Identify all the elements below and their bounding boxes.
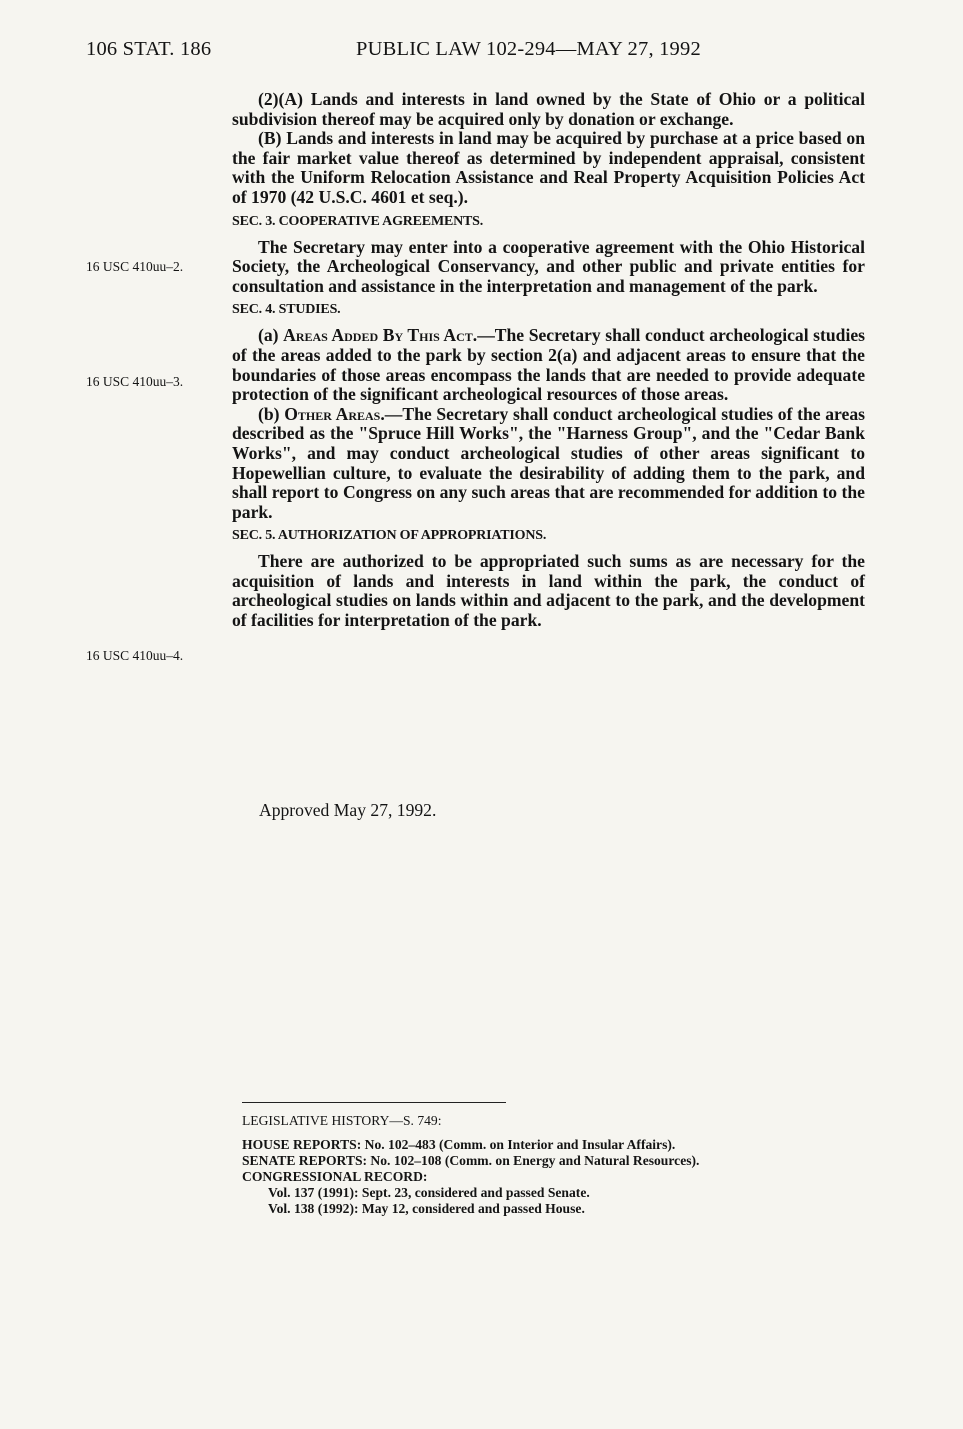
sec4a-caption: Areas Added By This Act. bbox=[283, 325, 478, 346]
footnote-divider bbox=[242, 1102, 506, 1103]
congressional-record: CONGRESSIONAL RECORD: bbox=[242, 1169, 428, 1184]
law-title: PUBLIC LAW 102-294—MAY 27, 1992 bbox=[356, 38, 701, 60]
sec4a-text bbox=[232, 326, 865, 404]
sec5-heading: SEC. 5. AUTHORIZATION OF APPROPRIATIONS. bbox=[232, 528, 547, 544]
sec5-text: There are authorized to be appropriated such sums as are necessary for the acquisition of lands and interests in land within the park, the conduct of archeological studies on lands within and adjacent to the park, and the development of facilities for interpretation of the park. bbox=[232, 551, 865, 631]
sec4b-caption: Other Areas. bbox=[284, 403, 385, 424]
sec3-text: The Secretary may enter into a cooperative agreement with the Ohio Historical Society, the Archeological Conservancy, and other public and private entities for consultation and assistance in the interpretation and management of the park. bbox=[232, 236, 865, 296]
house-reports: HOUSE REPORTS: No. 102–483 (Comm. on Interior and Insular Affairs). bbox=[242, 1137, 676, 1152]
record-vol-137: Vol. 137 (1991): Sept. 23, considered and passed Senate. bbox=[268, 1185, 590, 1200]
sec4b-text bbox=[232, 405, 865, 523]
paragraph-2a: (2)(A) Lands and interests in land owned by the State of Ohio or a political subdivision thereof may be acquired only by donation or exchange. bbox=[232, 89, 865, 129]
margin-note-sec5: 16 USC 410uu–4. bbox=[86, 648, 184, 663]
sec4a-body: —The Secretary shall conduct archeological studies of the areas added to the park by section 2(a) and adjacent areas to ensure that the boundaries of those areas encompass the lands that are needed to provide adequate protection of the significant archeological resources of those areas. bbox=[232, 325, 865, 405]
statute-body bbox=[232, 90, 865, 631]
margin-note-sec3: 16 USC 410uu–2. bbox=[86, 259, 184, 274]
sec4a-label: (a) bbox=[258, 325, 284, 346]
paragraph-2b: (B) Lands and interests in land may be acquired by purchase at a price based on the fair market value thereof as determined by independent appraisal, consistent with the Uniform Relocation Assistance and Real Property Acquisition Policies Act of 1970 (42 U.S.C. 4601 et seq.). bbox=[232, 128, 865, 207]
margin-note-sec4: 16 USC 410uu–3. bbox=[86, 374, 184, 389]
approval-date: Approved May 27, 1992. bbox=[259, 800, 437, 820]
sec4b-body: —The Secretary shall conduct archeological studies of the areas described as the "Spruce Hill Works", the "Harness Group", and the "Cedar Bank Works", and may conduct archeological studies of other areas significant to Hopewellian culture, to evaluate the desirability of adding them to the park, and shall report to Congress on any such areas that are recommended for addition to the park. bbox=[232, 403, 865, 522]
sec3-heading: SEC. 3. COOPERATIVE AGREEMENTS. bbox=[232, 213, 484, 229]
legislative-history bbox=[242, 1113, 862, 1217]
record-vol-138: Vol. 138 (1992): May 12, considered and passed House. bbox=[268, 1201, 585, 1216]
stat-page-number: 106 STAT. 186 bbox=[86, 38, 212, 60]
senate-reports: SENATE REPORTS: No. 102–108 (Comm. on Energy and Natural Resources). bbox=[242, 1153, 700, 1168]
sec4b-label: (b) bbox=[258, 403, 285, 424]
legislative-history-title: LEGISLATIVE HISTORY—S. 749: bbox=[242, 1113, 442, 1128]
sec4-heading: SEC. 4. STUDIES. bbox=[232, 302, 341, 318]
